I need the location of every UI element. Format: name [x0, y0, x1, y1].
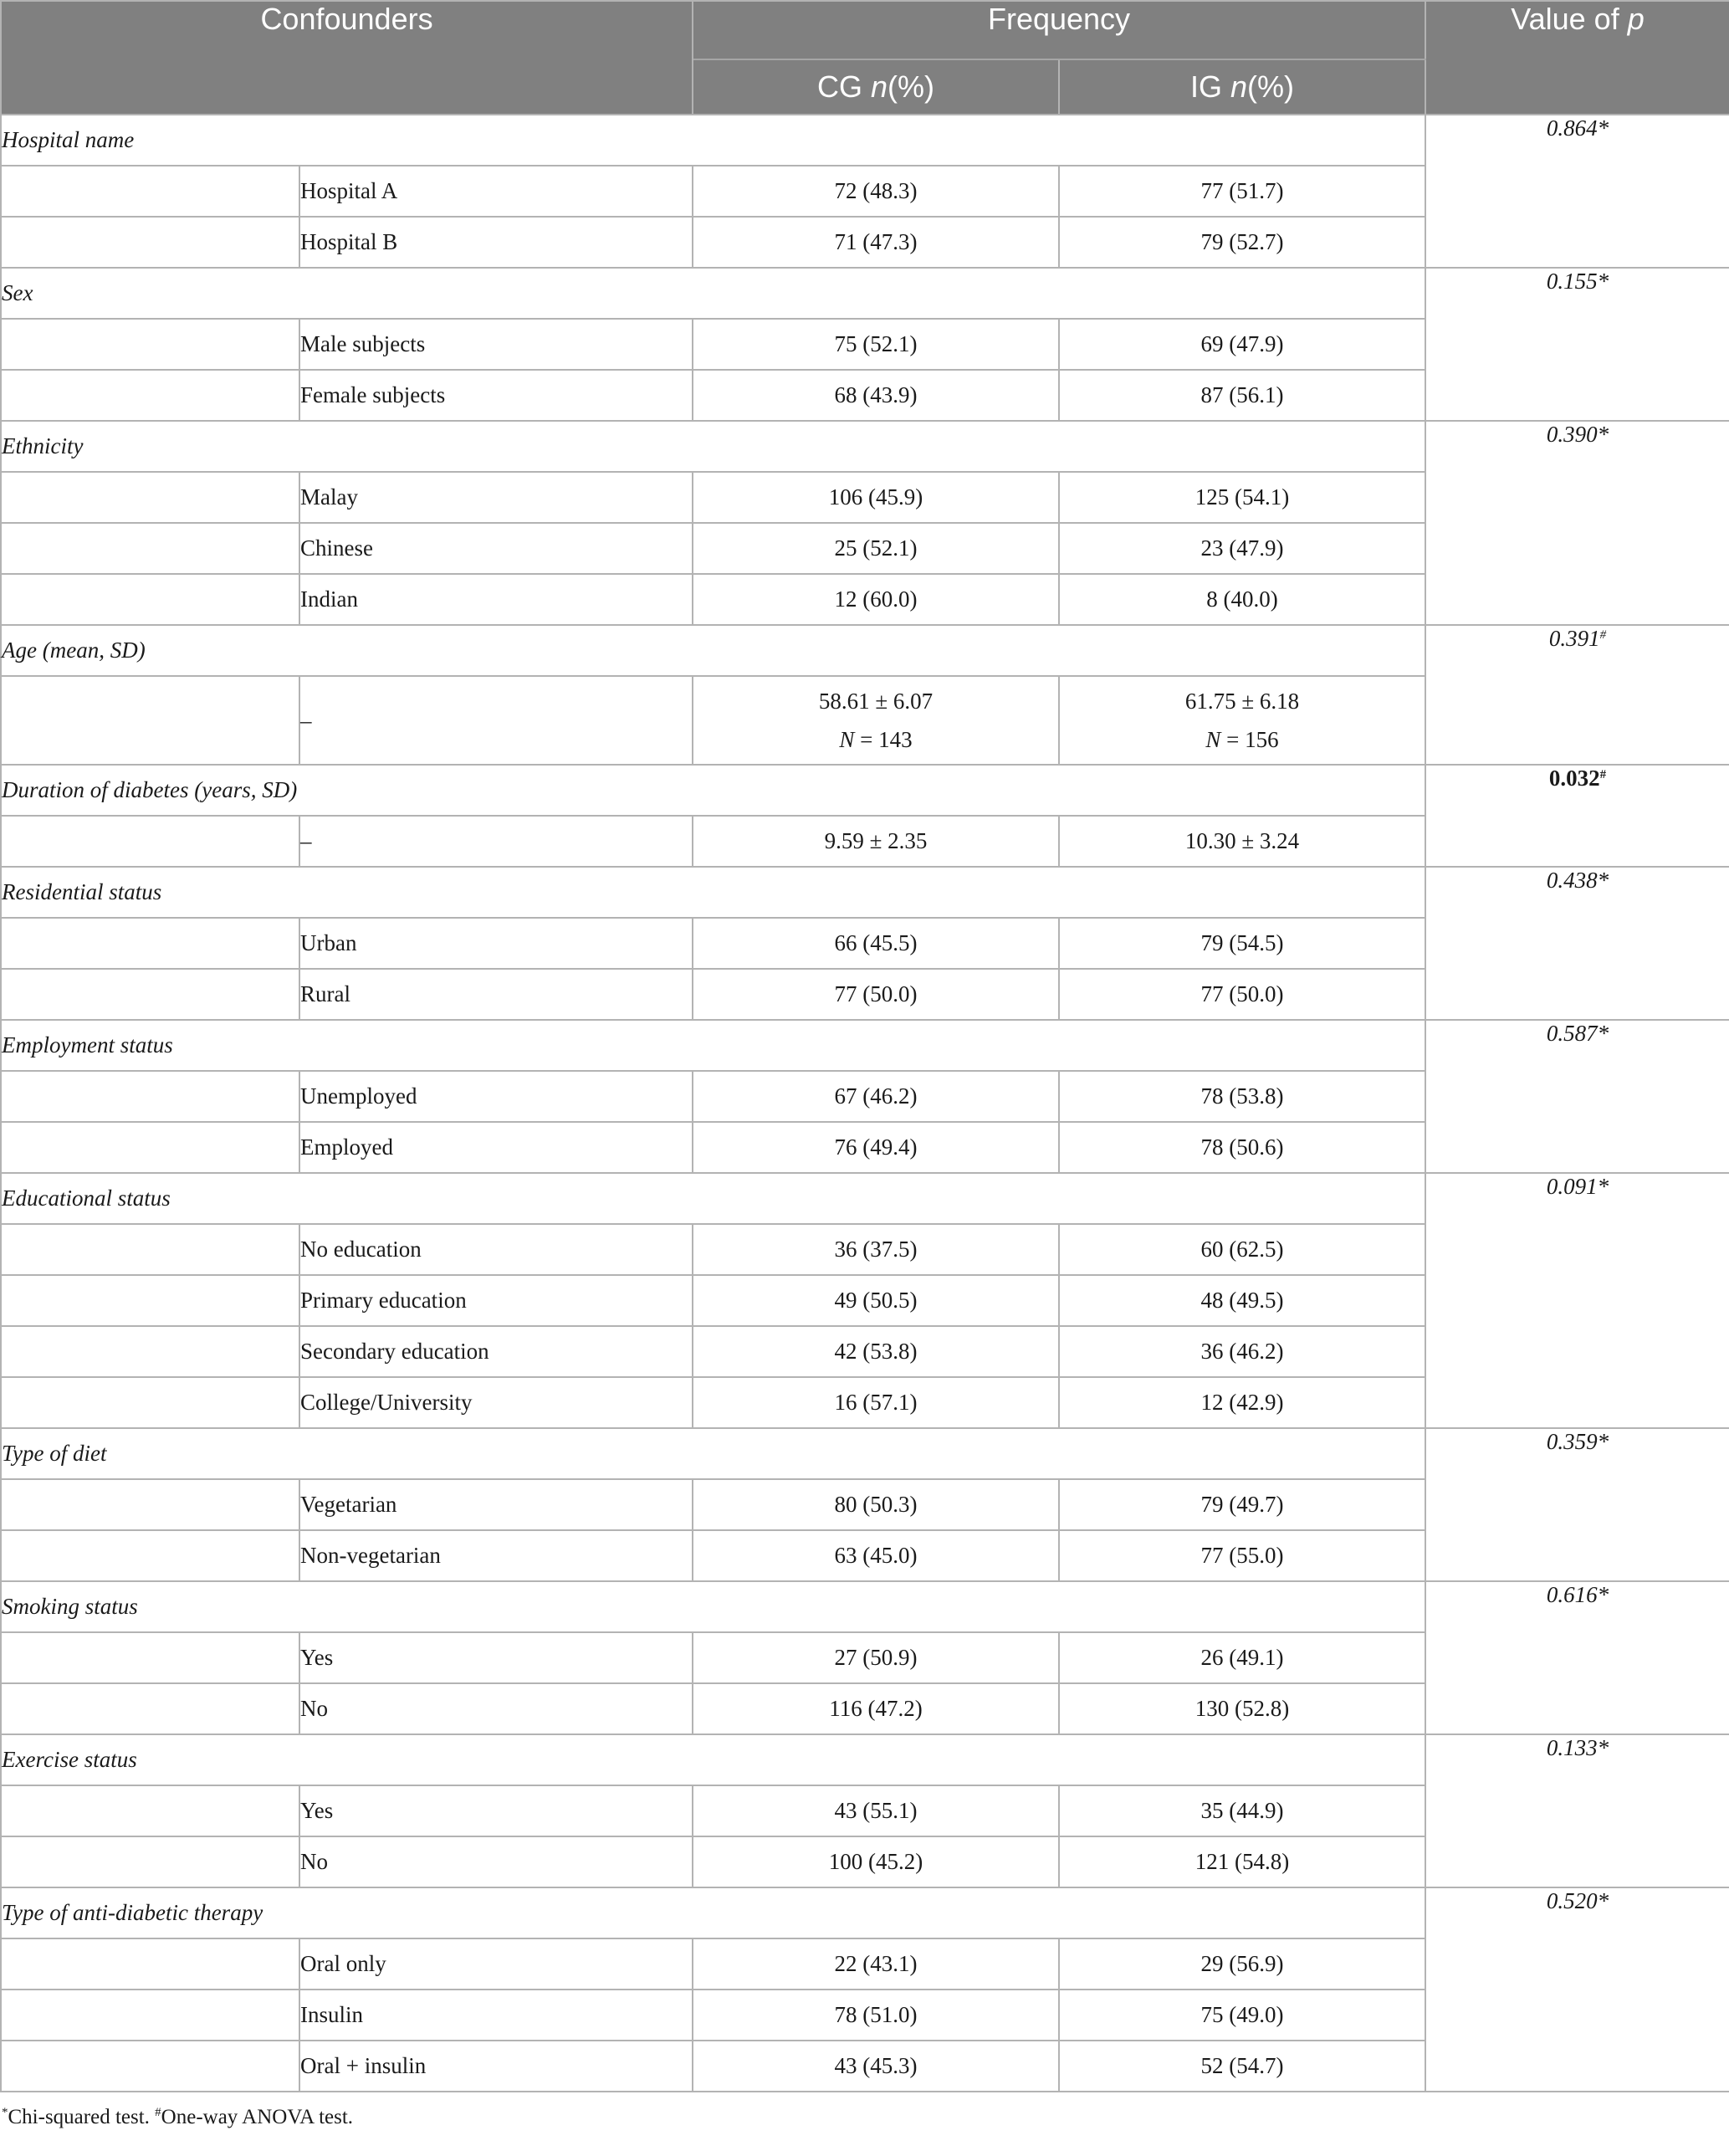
table-body: [1, 115, 1729, 2092]
category-row: [1, 625, 1729, 676]
category-label: Type of diet: [1, 1428, 1425, 1479]
p-value: 0.520: [1546, 1888, 1598, 1913]
cg-value-cell: [693, 1836, 1059, 1887]
row-label: No: [299, 1683, 693, 1734]
indent-cell: [1, 1071, 299, 1122]
p-value: 0.391: [1548, 626, 1600, 651]
cg-value-cell: [693, 969, 1059, 1020]
p-value-mark: *: [1597, 269, 1609, 294]
ig-value-cell: [1059, 1683, 1425, 1734]
indent-cell: [1, 523, 299, 574]
row-label: Employed: [299, 1122, 693, 1173]
p-value-mark: *: [1597, 115, 1609, 141]
row-label: Chinese: [299, 523, 693, 574]
ig-value-cell: [1059, 676, 1425, 765]
ig-value: 78 (50.6): [1200, 1134, 1284, 1160]
ig-value: 8 (40.0): [1206, 586, 1278, 612]
cg-value-cell: [693, 1530, 1059, 1581]
p-value-mark: *: [1597, 1582, 1609, 1607]
ig-value-cell: [1059, 918, 1425, 969]
header-ig-n: n: [1230, 69, 1248, 104]
cg-n-symbol: N: [839, 727, 855, 752]
ig-value: 130 (52.8): [1194, 1696, 1290, 1721]
ig-value-cell: [1059, 1122, 1425, 1173]
p-value-cell: [1425, 1173, 1729, 1428]
ig-value: 35 (44.9): [1200, 1798, 1284, 1823]
cg-value-cell: [693, 472, 1059, 523]
ig-value-cell: [1059, 1785, 1425, 1836]
cg-value: 76 (49.4): [834, 1134, 918, 1160]
p-value-cell: [1425, 268, 1729, 421]
indent-cell: [1, 1530, 299, 1581]
cg-value-cell: [693, 1785, 1059, 1836]
ig-value: 48 (49.5): [1200, 1288, 1284, 1313]
indent-cell: [1, 816, 299, 867]
row-label: No: [299, 1836, 693, 1887]
category-label: Employment status: [1, 1020, 1425, 1071]
cg-value-cell: [693, 1224, 1059, 1275]
p-value-cell: [1425, 1887, 1729, 2092]
indent-cell: [1, 969, 299, 1020]
ig-value: 60 (62.5): [1200, 1237, 1284, 1262]
row-label: Female subjects: [299, 370, 693, 421]
cg-value-cell: [693, 1990, 1059, 2041]
cg-value-cell: [693, 370, 1059, 421]
cg-value-cell: [693, 1683, 1059, 1734]
indent-cell: [1, 1683, 299, 1734]
p-value-mark: *: [1597, 1888, 1609, 1913]
indent-cell: [1, 1836, 299, 1887]
cg-value-cell: [693, 1479, 1059, 1530]
ig-value: 29 (56.9): [1200, 1951, 1284, 1976]
category-label: Type of anti-diabetic therapy: [1, 1887, 1425, 1938]
p-value-mark: *: [1597, 1021, 1609, 1046]
ig-value-cell: [1059, 1836, 1425, 1887]
ig-value-cell: [1059, 1530, 1425, 1581]
p-value: 0.390: [1546, 422, 1598, 447]
p-value: 0.032: [1548, 766, 1600, 791]
cg-value: 43 (45.3): [834, 2053, 918, 2078]
row-label: –: [299, 816, 693, 867]
ig-value: 23 (47.9): [1200, 535, 1284, 561]
category-row: [1, 1734, 1729, 1785]
ig-value-cell: [1059, 1479, 1425, 1530]
row-label: Oral + insulin: [299, 2041, 693, 2092]
p-value-cell: [1425, 867, 1729, 1020]
ig-value-cell: [1059, 2041, 1425, 2092]
ig-value: 125 (54.1): [1194, 484, 1290, 510]
p-value-mark: #: [1599, 628, 1607, 642]
row-label: Rural: [299, 969, 693, 1020]
indent-cell: [1, 918, 299, 969]
ig-value-cell: [1059, 1938, 1425, 1990]
category-row: [1, 421, 1729, 472]
ig-value: 36 (46.2): [1200, 1339, 1284, 1364]
row-label: –: [299, 676, 693, 765]
category-row: [1, 1020, 1729, 1071]
indent-cell: [1, 319, 299, 370]
p-value: 0.133: [1546, 1735, 1598, 1760]
ig-value: 78 (53.8): [1200, 1083, 1284, 1109]
row-label: Hospital A: [299, 166, 693, 217]
p-value-mark: *: [1597, 1735, 1609, 1760]
category-row: [1, 765, 1729, 816]
category-label: Smoking status: [1, 1581, 1425, 1632]
row-label: Primary education: [299, 1275, 693, 1326]
category-row: [1, 115, 1729, 166]
header-cg-pct: (%): [888, 69, 935, 104]
cg-value: 100 (45.2): [828, 1849, 923, 1874]
ig-value-cell: [1059, 370, 1425, 421]
cg-value: 16 (57.1): [834, 1390, 918, 1415]
header-cg-label: CG: [816, 69, 871, 104]
ig-value-cell: [1059, 1275, 1425, 1326]
ig-value-cell: [1059, 1990, 1425, 2041]
cg-value-cell: [693, 1275, 1059, 1326]
indent-cell: [1, 217, 299, 268]
indent-cell: [1, 1122, 299, 1173]
cg-value: 68 (43.9): [834, 382, 918, 407]
cg-value-cell: [693, 2041, 1059, 2092]
cg-value-cell: [693, 523, 1059, 574]
p-value: 0.864: [1546, 115, 1598, 141]
cg-value-cell: [693, 166, 1059, 217]
cg-mean-sd: 58.61 ± 6.07: [818, 689, 934, 714]
table-footnote: [0, 2092, 1729, 2129]
row-label: Malay: [299, 472, 693, 523]
footnote-text-anova: One-way ANOVA test.: [161, 2106, 354, 2128]
ig-value-cell: [1059, 969, 1425, 1020]
ig-value-cell: [1059, 1632, 1425, 1683]
ig-value-cell: [1059, 1377, 1425, 1428]
indent-cell: [1, 2041, 299, 2092]
cg-value-cell: [693, 676, 1059, 765]
row-label: Non-vegetarian: [299, 1530, 693, 1581]
row-label: Yes: [299, 1632, 693, 1683]
cg-value: 66 (45.5): [834, 930, 918, 955]
indent-cell: [1, 166, 299, 217]
p-value-mark: #: [1599, 768, 1607, 781]
indent-cell: [1, 1632, 299, 1683]
p-value-cell: [1425, 765, 1729, 867]
cg-value-cell: [693, 1938, 1059, 1990]
footnote-text-chi: Chi-squared test.: [8, 2106, 156, 2128]
indent-cell: [1, 1938, 299, 1990]
row-label: No education: [299, 1224, 693, 1275]
row-label: Oral only: [299, 1938, 693, 1990]
header-ig-label: IG: [1189, 69, 1230, 104]
header-ig-pct: (%): [1247, 69, 1295, 104]
category-label: Educational status: [1, 1173, 1425, 1224]
ig-n-symbol: N: [1205, 727, 1221, 752]
indent-cell: [1, 1990, 299, 2041]
ig-value: 69 (47.9): [1200, 331, 1284, 356]
category-label: Exercise status: [1, 1734, 1425, 1785]
ig-value: 79 (54.5): [1200, 930, 1284, 955]
category-row: [1, 1173, 1729, 1224]
cg-value-cell: [693, 1071, 1059, 1122]
category-label: Hospital name: [1, 115, 1425, 166]
cg-value-cell: [693, 1632, 1059, 1683]
cg-value: 78 (51.0): [834, 2002, 918, 2027]
cg-value-cell: [693, 574, 1059, 625]
cg-value-cell: [693, 1122, 1059, 1173]
ig-value-cell: [1059, 166, 1425, 217]
cg-value: 22 (43.1): [834, 1951, 918, 1976]
p-value: 0.616: [1546, 1582, 1598, 1607]
row-label: College/University: [299, 1377, 693, 1428]
cg-value: 9.59 ± 2.35: [824, 828, 928, 853]
cg-sample-size: N = 143: [839, 727, 913, 752]
category-label: Sex: [1, 268, 1425, 319]
cg-value-cell: [693, 319, 1059, 370]
cg-value: 77 (50.0): [834, 981, 918, 1006]
p-value: 0.359: [1546, 1429, 1598, 1454]
cg-value: 49 (50.5): [834, 1288, 918, 1313]
ig-value: 79 (52.7): [1200, 229, 1284, 254]
indent-cell: [1, 1479, 299, 1530]
p-value-mark: *: [1597, 422, 1609, 447]
ig-value-cell: [1059, 523, 1425, 574]
cg-value-cell: [693, 1377, 1059, 1428]
row-label: Secondary education: [299, 1326, 693, 1377]
ig-value-cell: [1059, 816, 1425, 867]
ig-value-cell: [1059, 472, 1425, 523]
category-row: [1, 1581, 1729, 1632]
category-label: Duration of diabetes (years, SD): [1, 765, 1425, 816]
category-label: Residential status: [1, 867, 1425, 918]
p-value-cell: [1425, 1581, 1729, 1734]
cg-value-cell: [693, 217, 1059, 268]
header-frequency: Frequency: [693, 1, 1425, 59]
cg-value: 12 (60.0): [834, 586, 918, 612]
ig-value-cell: [1059, 1071, 1425, 1122]
p-value-cell: [1425, 625, 1729, 765]
ig-value: 87 (56.1): [1200, 382, 1284, 407]
indent-cell: [1, 1275, 299, 1326]
ig-value: 79 (49.7): [1200, 1492, 1284, 1517]
ig-value: 77 (55.0): [1200, 1543, 1284, 1568]
p-value: 0.091: [1546, 1174, 1598, 1199]
ig-value: 52 (54.7): [1200, 2053, 1284, 2078]
ig-value: 12 (42.9): [1200, 1390, 1284, 1415]
cg-value: 116 (47.2): [829, 1696, 923, 1721]
indent-cell: [1, 1326, 299, 1377]
category-label: Age (mean, SD): [1, 625, 1425, 676]
row-label: Male subjects: [299, 319, 693, 370]
row-label: Hospital B: [299, 217, 693, 268]
cg-value: 71 (47.3): [834, 229, 918, 254]
ig-value-cell: [1059, 1326, 1425, 1377]
indent-cell: [1, 1377, 299, 1428]
cg-value: 25 (52.1): [834, 535, 918, 561]
ig-value: 10.30 ± 3.24: [1184, 828, 1300, 853]
cg-value: 42 (53.8): [834, 1339, 918, 1364]
indent-cell: [1, 472, 299, 523]
ig-value-cell: [1059, 1224, 1425, 1275]
p-value-mark: *: [1597, 1429, 1609, 1454]
ig-value-cell: [1059, 574, 1425, 625]
p-value: 0.155: [1546, 269, 1598, 294]
p-value-cell: [1425, 421, 1729, 625]
p-value-mark: *: [1597, 868, 1609, 893]
p-value-cell: [1425, 115, 1729, 268]
header-cg-n: n: [871, 69, 888, 104]
ig-mean-sd: 61.75 ± 6.18: [1184, 689, 1300, 714]
p-value-cell: [1425, 1428, 1729, 1581]
footnote-mark-hash: #: [155, 2106, 161, 2119]
row-label: Unemployed: [299, 1071, 693, 1122]
category-row: [1, 867, 1729, 918]
category-label: Ethnicity: [1, 421, 1425, 472]
category-row: [1, 1428, 1729, 1479]
cg-value: 80 (50.3): [834, 1492, 918, 1517]
indent-cell: [1, 676, 299, 765]
ig-sample-size: N = 156: [1205, 727, 1279, 752]
cg-value-cell: [693, 816, 1059, 867]
p-value-cell: [1425, 1734, 1729, 1887]
ig-value-cell: [1059, 217, 1425, 268]
cg-n-value: 143: [878, 727, 913, 752]
p-value: 0.438: [1546, 868, 1598, 893]
p-value: 0.587: [1546, 1021, 1598, 1046]
indent-cell: [1, 1224, 299, 1275]
header-ig: [1059, 59, 1425, 115]
cg-value: 36 (37.5): [834, 1237, 918, 1262]
p-value-cell: [1425, 1020, 1729, 1173]
indent-cell: [1, 1785, 299, 1836]
row-label: Yes: [299, 1785, 693, 1836]
category-row: [1, 1887, 1729, 1938]
footnote-mark-star: *: [2, 2106, 8, 2119]
cg-value-cell: [693, 918, 1059, 969]
cg-value: 106 (45.9): [828, 484, 923, 510]
cg-value-cell: [693, 1326, 1059, 1377]
cg-value: 63 (45.0): [834, 1543, 918, 1568]
ig-n-value: 156: [1245, 727, 1279, 752]
ig-value-cell: [1059, 319, 1425, 370]
p-value-mark: *: [1597, 1174, 1609, 1199]
header-pvalue: [1425, 1, 1729, 115]
header-cg: [693, 59, 1059, 115]
category-row: [1, 268, 1729, 319]
row-label: Insulin: [299, 1990, 693, 2041]
header-confounders: Confounders: [1, 1, 693, 115]
cg-value: 43 (55.1): [834, 1798, 918, 1823]
ig-value: 77 (50.0): [1200, 981, 1284, 1006]
ig-value: 26 (49.1): [1200, 1645, 1284, 1670]
row-label: Indian: [299, 574, 693, 625]
cg-value: 72 (48.3): [834, 178, 918, 203]
ig-value: 77 (51.7): [1200, 178, 1284, 203]
ig-value: 121 (54.8): [1194, 1849, 1290, 1874]
ig-value: 75 (49.0): [1200, 2002, 1284, 2027]
cg-value: 67 (46.2): [834, 1083, 918, 1109]
row-label: Urban: [299, 918, 693, 969]
indent-cell: [1, 574, 299, 625]
indent-cell: [1, 370, 299, 421]
cg-value: 27 (50.9): [834, 1645, 918, 1670]
cg-value: 75 (52.1): [834, 331, 918, 356]
row-label: Vegetarian: [299, 1479, 693, 1530]
header-pvalue-p: p: [1627, 2, 1645, 36]
header-pvalue-text: Value of: [1511, 2, 1628, 36]
